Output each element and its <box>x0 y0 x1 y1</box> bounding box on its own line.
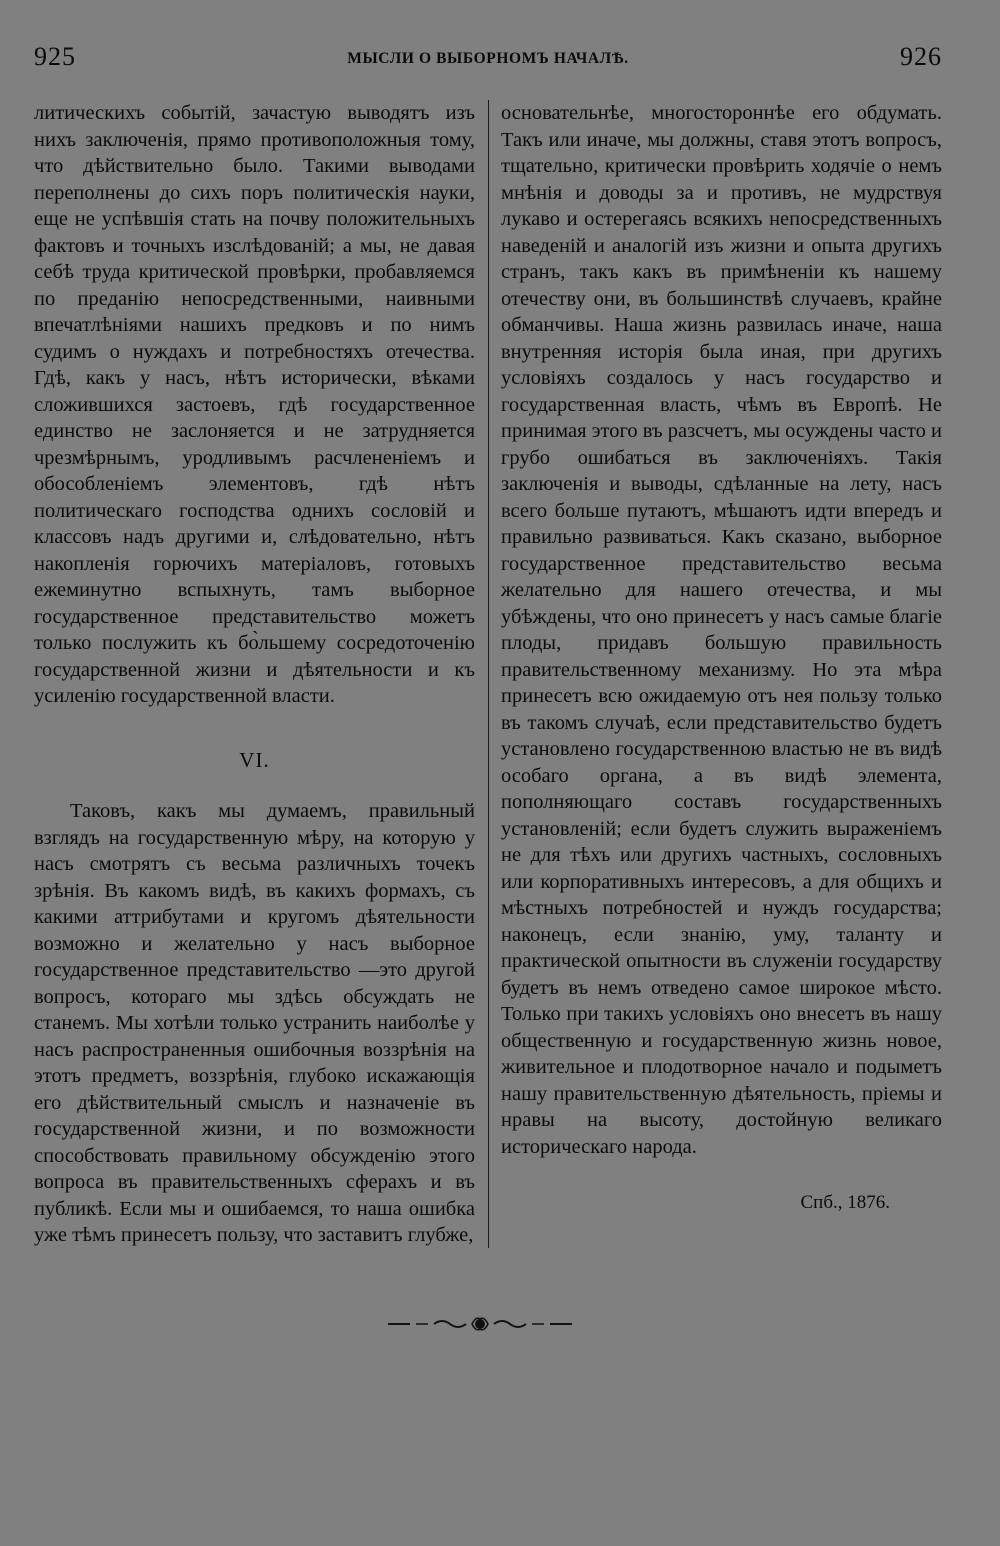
running-header <box>34 42 942 82</box>
left-paragraph-continued: литическихъ событій, зачастую выводятъ изъ нихъ заключенія, прямо противоположныя тому, что дѣйствительно было. Такими выводами переполнены до сихъ поръ политическія науки, еще не успѣвшія стать на почву положительныхъ фактовъ и точныхъ изслѣдованій; а мы, не давая себѣ труда критической провѣрки, пробавляемся по преданію непосредственными, наивными впечатлѣніями нашихъ предковъ и по нимъ судимъ о нуждахъ и потребностяхъ отечества. Гдѣ, какъ у насъ, нѣтъ исторически, вѣками сложившихся застоевъ, гдѣ государственное единство не заслоняется и не затрудняется чрезмѣрнымъ, уродливымъ расчлененіемъ и обособленіемъ элементовъ, гдѣ нѣтъ политическаго господства однихъ сословій и классовъ надъ другими и, слѣдовательно, нѣтъ накопленія горючихъ матеріаловъ, готовыхъ ежеминутно вспыхнуть, тамъ выборное государственное представительство можетъ только послужить къ бо̀льшему сосредоточенію государственной жизни и дѣятельности и къ усиленію государственной власти. <box>34 102 475 707</box>
page-number-left: 925 <box>34 42 76 71</box>
section-heading: VI. <box>239 747 270 772</box>
right-paragraph: основательнѣе, многостороннѣе его обдумать. Такъ или иначе, мы должны, ставя этотъ вопросъ, тщательно, критически провѣрить ходячіе о немъ мнѣнія и доводы за и противъ, не мудрствуя лукаво и остерегаясь всякихъ непосредственныхъ наведеній и аналогій изъ жизни и опыта другихъ странъ, такъ какъ въ примѣненіи къ нашему отечеству они, въ большинствѣ случаевъ, крайне обманчивы. Наша жизнь развилась иначе, наша внутренняя исторія была иная, при другихъ условіяхъ создалось у насъ государство и государственная власть, чѣмъ въ Европѣ. Не принимая этого въ разсчетъ, мы осуждены часто и грубо ошибаться въ заключеніяхъ. Такія заключенія и выводы, сдѣланные на лету, насъ всего больше путаютъ, мѣшаютъ идти впередъ и правильно развиваться. Какъ сказано, выборное государственное представительство весьма желательно для нашего отечества, и мы убѣждены, что оно принесетъ у насъ самые благіе плоды, придавъ большую правильность правительственному механизму. Но эта мѣра принесетъ всю ожидаемую отъ нея пользу только въ такомъ случаѣ, если представительство будетъ установлено государственною властью не въ видѣ особаго органа, а въ видѣ элемента, пополняющаго составъ государственныхъ установленій; если будетъ служить выраженіемъ не для тѣхъ или другихъ частныхъ, сословныхъ или корпоративныхъ интересовъ, а для общихъ и мѣстныхъ потребностей и нуждъ государства; наконецъ, если знанію, уму, таланту и практической опытности въ служеніи государству будетъ въ немъ отведено самое широкое мѣсто. Только при такихъ условіяхъ оно внесетъ въ нашу общественную и государственную жизнь новое, живительное и плодотворное начало и подыметъ нашу правительственную дѣятельность, пріемы и нравы на высоту, достойную великаго историческаго народа. <box>501 102 942 1158</box>
tailpiece-ornament-icon <box>380 1312 580 1336</box>
column-divider <box>488 100 489 1248</box>
left-column <box>34 100 475 1249</box>
right-column <box>501 100 942 1217</box>
dateline: Спб., 1876. <box>800 1192 890 1213</box>
running-title: МЫСЛИ О ВЫБОРНОМЪ НАЧАЛѢ. <box>347 50 629 67</box>
left-paragraph-section-six: Таковъ, какъ мы думаемъ, правильный взглядъ на государственную мѣру, на которую у насъ смотрятъ съ весьма различныхъ точекъ зрѣнія. Въ какомъ видѣ, въ какихъ формахъ, съ какими аттрибутами и кругомъ дѣятельности возможно и желательно у насъ выборное государственное представительство —это другой вопросъ, котораго мы здѣсь обсуждать не станемъ. Мы хотѣли только устранить наиболѣе у насъ распространенныя ошибочныя воззрѣнія на этотъ предметъ, воззрѣнія, глубоко искажающія его дѣйствительный смыслъ и назначеніе въ государственной жизни, и по возможности способствовать правильному обсужденію этого вопроса въ правительственныхъ сферахъ и въ публикѣ. Если мы и ошибаемся, то наша ошибка уже тѣмъ принесетъ пользу, что заставитъ глубже, <box>34 800 475 1246</box>
page-number-right: 926 <box>900 42 942 71</box>
